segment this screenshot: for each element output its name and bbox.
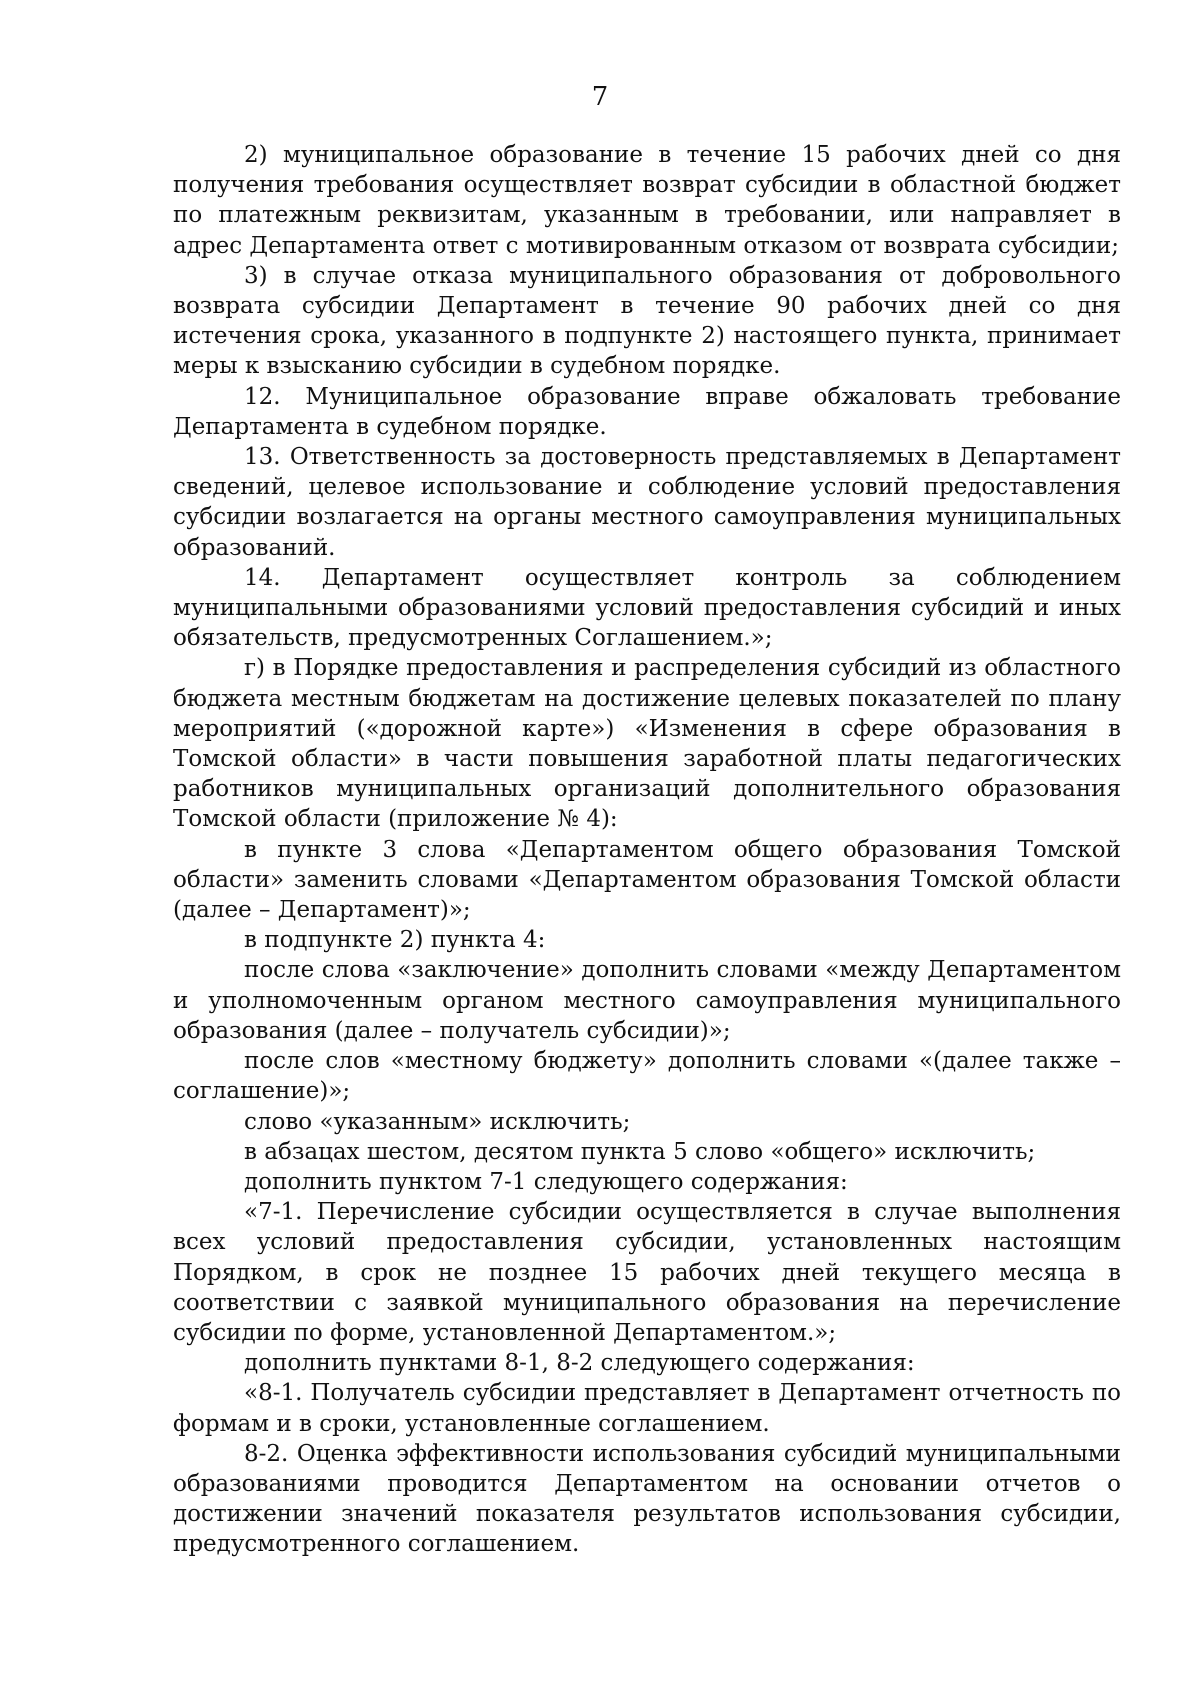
paragraph-item-8-1: «8-1. Получатель субсидии представляет в Департамент отчетность по формам и в сроки, установленные соглашением.: [173, 1380, 1121, 1437]
paragraph-local-budget-addition: после слов «местному бюджету» дополнить словами «(далее также – соглашение)»;: [173, 1048, 1121, 1105]
paragraph-conclusion-addition: после слова «заключение» дополнить словами «между Департаментом и уполномоченным органом местного самоуправления муниципального образования (далее – получатель субсидии)»;: [173, 957, 1121, 1044]
paragraph-item-5-change: в абзацах шестом, десятом пункта 5 слово «общего» исключить;: [244, 1138, 1036, 1165]
paragraph-item-7-1: «7-1. Перечисление субсидии осуществляется в случае выполнения всех условий предоставления субсидии, установленных настоящим Порядком, в срок не позднее 15 рабочих дней текущего месяца в соответствии с заявкой муниципального образования на перечисление субсидии по форме, установленной Департаментом.»;: [173, 1199, 1121, 1346]
paragraph-item-3-change: в пункте 3 слова «Департаментом общего образования Томской области» заменить словами «Департаментом образования Томской области (далее – Департамент)»;: [173, 836, 1121, 924]
document-body: [173, 140, 1121, 1560]
paragraph-add-items-8: дополнить пунктами 8-1, 8-2 следующего содержания:: [244, 1350, 915, 1377]
paragraph-item-13: 13. Ответственность за достоверность представляемых в Департамент сведений, целевое использование и соблюдение условий предоставления субсидии возлагается на органы местного самоуправления муниципальных образований.: [173, 444, 1121, 561]
paragraph-exclude-word: слово «указанным» исключить;: [244, 1108, 631, 1135]
paragraph-item-8-2: 8-2. Оценка эффективности использования субсидий муниципальными образованиями проводится Департаментом на основании отчетов о достижении значений показателя результатов использования субсидии, предусмотренного соглашением.: [173, 1440, 1121, 1558]
paragraph-refund-procedure: 2) муниципальное образование в течение 15 рабочих дней со дня получения требования осуществляет возврат субсидии в областной бюджет по платежным реквизитам, указанным в требовании, или направляет в адрес Департамента ответ с мотивированным отказом от возврата субсидии;: [173, 142, 1121, 259]
paragraph-refusal-recovery: 3) в случае отказа муниципального образования от добровольного возврата субсидии Департамент в течение 90 рабочих дней со дня истечения срока, указанного в подпункте 2) настоящего пункта, принимает меры к взысканию субсидии в судебном порядке.: [173, 262, 1121, 380]
paragraph-item-12: 12. Муниципальное образование вправе обжаловать требование Департамента в судебном порядке.: [173, 383, 1121, 440]
paragraph-add-item-7-1: дополнить пунктом 7-1 следующего содержания:: [244, 1168, 848, 1195]
page-number: 7: [591, 82, 609, 112]
paragraph-item-14: 14. Департамент осуществляет контроль за соблюдением муниципальными образованиями условий предоставления субсидий и иных обязательств, предусмотренных Соглашением.»;: [173, 564, 1121, 652]
paragraph-subitem-2-item-4: в подпункте 2) пункта 4:: [244, 927, 546, 954]
paragraph-subitem-g: г) в Порядке предоставления и распределения субсидий из областного бюджета местным бюджетам на достижение целевых показателей по плану мероприятий («дорожной карте») «Изменения в сфере образования в Томской области» в части повышения заработной платы педагогических работников муниципальных организаций дополнительного образования Томской области (приложение № 4):: [173, 655, 1121, 833]
